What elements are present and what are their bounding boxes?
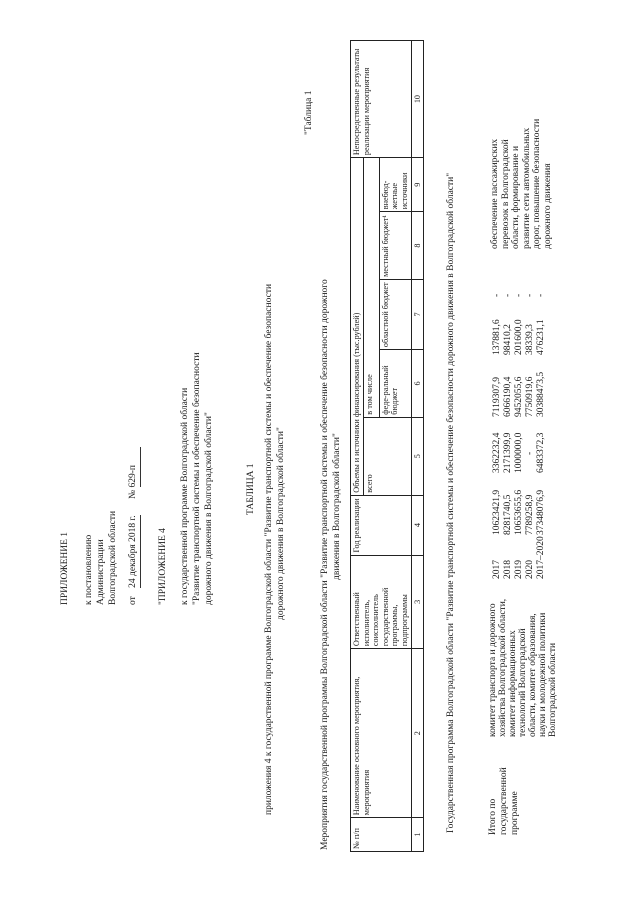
appendix-line-3: Волгоградской области: [108, 510, 118, 605]
local-cell: 38339,3: [525, 324, 535, 355]
year-cell: 2018: [503, 560, 513, 579]
appendix4-line-1: к государственной программе Волгоградской области: [180, 387, 190, 605]
number-prefix: №: [128, 489, 138, 499]
appendix-line-1: к постановлению: [84, 534, 94, 605]
extra-cell: -: [525, 293, 535, 297]
col-number: 7: [411, 279, 424, 349]
regional-cell: 6066190,4: [503, 376, 513, 417]
total-row-local: [492, 319, 547, 355]
header-executor: Ответственный исполнитель, соисполнитель государственной программы, подпрограммы: [351, 555, 412, 649]
header-regional: областной бюджет: [379, 279, 411, 349]
federal-cell: 6483372,3: [536, 432, 546, 473]
total-cell: 10653655,6: [514, 489, 524, 535]
local-cell: 476231,1: [536, 319, 546, 355]
header-incl: в том числе: [363, 158, 379, 418]
col-number: 4: [411, 495, 424, 555]
section-title: Государственная программа Волгоградской области "Развитие транспортной системы и обеспечение безопасности дорожного движения в Волгоградской области": [446, 172, 456, 833]
col-number: 8: [411, 212, 424, 280]
appendix-title: ПРИЛОЖЕНИЕ 1: [60, 531, 70, 605]
measures-table: [350, 40, 424, 852]
total-cell: 10623421,9: [492, 489, 502, 535]
federal-cell: 1000000,0: [514, 432, 524, 473]
year-cell: 2017: [492, 560, 502, 579]
total-row-executor: комитет транспорта и дорожного хозяйства Волгоградской области, комитет информационных технологий Волгоградской области, комитет образования, науки и молодежной политики Волгоградской области: [488, 598, 558, 737]
col-number: 3: [411, 555, 424, 649]
extra-cell: -: [536, 293, 546, 297]
appendix4-line-3: дорожного движения в Волгоградской области": [204, 412, 214, 605]
total-row-years: [492, 536, 547, 579]
header-results: Непосредственные результаты реализации мероприятия: [351, 41, 412, 158]
header-federal: феде-ральный бюджет: [379, 350, 411, 418]
federal-cell: 3362232,4: [492, 432, 502, 473]
year-cell: 2019: [514, 560, 524, 579]
col-number: 5: [411, 417, 424, 495]
table1-heading-title: ТАБЛИЦА 1: [246, 463, 256, 515]
table1-heading-line-1: приложения 4 к государственной программе Волгоградской области "Развитие транспортной системы и обеспечение безопасности: [264, 283, 274, 815]
regional-cell: 7119307,9: [492, 376, 502, 417]
appendix-line-2: Администрации: [96, 539, 106, 605]
federal-cell: -: [525, 451, 535, 455]
date-prefix: от: [128, 596, 138, 605]
total-row-results: обеспечение пассажирских перевозок в Волгоградской области, формирование и развитие сети автомобильных дорог, повышение безопасности дорожного движения: [490, 118, 553, 249]
total-row-regional: [492, 372, 547, 417]
table-label: "Таблица 1: [304, 90, 314, 135]
header-year: Год реализации: [351, 495, 412, 555]
regional-cell: 7750919,6: [525, 376, 535, 417]
regional-cell: 9452055,6: [514, 376, 524, 417]
col-number: 2: [411, 649, 424, 818]
total-cell: 8281740,5: [503, 494, 513, 535]
col-number: 6: [411, 350, 424, 418]
local-cell: 98410,2: [503, 324, 513, 355]
extra-cell: -: [492, 293, 502, 297]
header-num: № п/п: [351, 818, 412, 852]
header-name: Наименование основного мероприятия, мероприятия: [351, 649, 412, 818]
header-local: местный бюджет¹: [379, 212, 411, 280]
local-cell: 137881,6: [492, 319, 502, 355]
header-extra: внебюд-жетные источники: [379, 158, 411, 212]
year-cell: 2020: [525, 560, 535, 579]
year-cell: 2017–2020: [536, 536, 546, 579]
col-number: 9: [411, 158, 424, 212]
col-number: 10: [411, 41, 424, 158]
appendix-date-line: [128, 447, 141, 605]
local-cell: 201600,0: [514, 319, 524, 355]
total-row-label: Итого по государственной программе: [488, 767, 520, 835]
appendix4-line-2: "Развитие транспортной системы и обеспечение безопасности: [192, 352, 202, 605]
extra-cell: -: [514, 293, 524, 297]
regional-cell: 30388473,5: [536, 371, 546, 417]
total-row-extra: [492, 294, 547, 297]
caption-line-1: Мероприятия государственной программы Волгоградской области "Развитие транспортной системы и обеспечение безопасности дорожного: [320, 279, 330, 850]
header-funding: Объемы и источники финансирования (тыс.рублей): [351, 158, 364, 496]
total-row-federal: [492, 433, 547, 473]
caption-line-2: движения в Волгоградской области": [332, 433, 342, 580]
header-total: всего: [363, 417, 411, 495]
number-value: 629-п: [128, 447, 141, 487]
extra-cell: -: [503, 293, 513, 297]
total-cell: 37348076,9: [536, 489, 546, 535]
total-row-total: [492, 490, 547, 535]
column-number-row: [411, 41, 424, 852]
total-cell: 7789258,9: [525, 494, 535, 535]
federal-cell: 2171399,9: [503, 432, 513, 473]
header-row-1: [351, 41, 364, 852]
col-number: 1: [411, 818, 424, 852]
appendix4-title: "ПРИЛОЖЕНИЕ 4: [158, 528, 168, 605]
date-value: 24 декабря 2018 г.: [128, 515, 141, 588]
table1-heading-line-2: дорожного движения в Волгоградской области": [276, 427, 286, 620]
